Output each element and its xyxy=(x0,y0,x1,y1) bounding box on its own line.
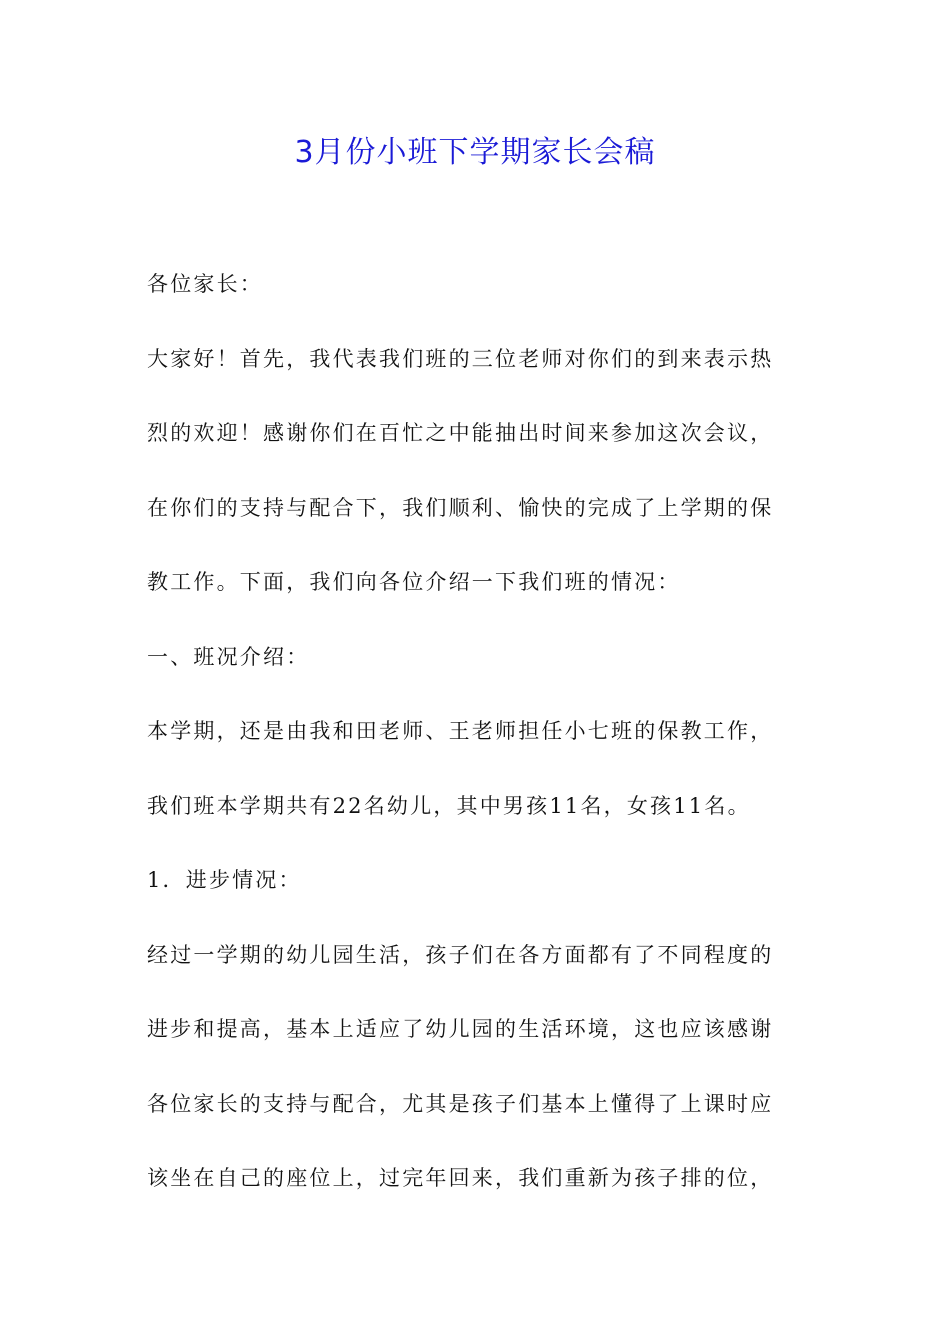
body-line: 经过一学期的幼儿园生活，孩子们在各方面都有了不同程度的 xyxy=(147,942,774,967)
body-line: 教工作。下面，我们向各位介绍一下我们班的情况： xyxy=(147,570,681,594)
document-title: 3月份小班下学期家长会稿 xyxy=(294,135,656,170)
body-line: 我们班本学期共有22名幼儿，其中男孩11名，女孩11名。 xyxy=(147,793,751,818)
body-line: 进步和提高，基本上适应了幼儿园的生活环境，这也应该感谢 xyxy=(147,1017,774,1041)
body-line: 烈的欢迎！感谢你们在百忙之中能抽出时间来参加这次会议， xyxy=(147,421,774,445)
body-line: 各位家长的支持与配合，尤其是孩子们基本上懂得了上课时应 xyxy=(147,1091,774,1116)
greeting-line: 各位家长： xyxy=(147,272,263,296)
body-line: 本学期，还是由我和田老师、王老师担任小七班的保教工作， xyxy=(147,719,774,743)
body-line: 在你们的支持与配合下，我们顺利、愉快的完成了上学期的保 xyxy=(147,495,774,520)
body-line: 该坐在自己的座位上，过完年回来，我们重新为孩子排的位， xyxy=(147,1166,774,1190)
section-heading: 一、班况介绍： xyxy=(147,644,310,669)
document-body xyxy=(147,262,807,1231)
subsection-heading: 1．进步情况： xyxy=(147,868,302,892)
body-line: 大家好！首先，我代表我们班的三位老师对你们的到来表示热 xyxy=(147,346,774,371)
